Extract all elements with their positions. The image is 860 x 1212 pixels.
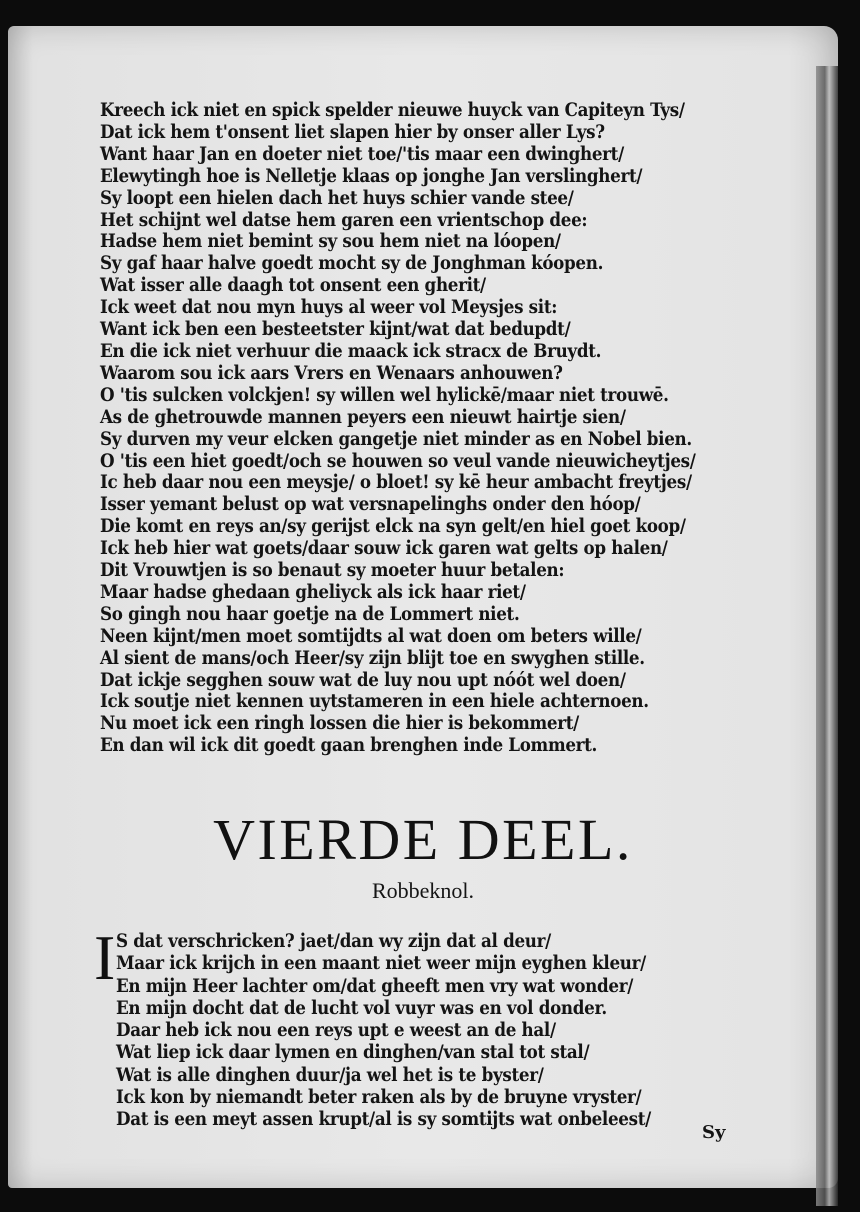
verse-line: Wat liep ick daar lymen en dinghen/van stal tot stal/ [116,1042,590,1064]
verse-line: Sy durven my veur elcken gangetje niet minder as en Nobel bien. [100,428,692,450]
verse-line: Want ick ben een besteetster kijnt/wat dat bedupdt/ [100,319,571,341]
verse-line: Wat isser alle daagh tot onsent een gherit/ [100,275,486,297]
verse-line: Maar hadse ghedaan gheliyck als ick haar riet/ [100,581,526,603]
verse-line: En mijn docht dat de lucht vol vuyr was en vol donder. [116,997,607,1019]
verse-line: Ick heb hier wat goets/daar souw ick garen wat gelts op halen/ [100,538,668,560]
verse-line: Ic heb daar nou een meysje/ o bloet! sy kē heur ambacht freytjes/ [100,472,692,494]
verse-line: Wat is alle dinghen duur/ja wel het is te byster/ [116,1064,544,1086]
verse-line: En mijn Heer lachter om/dat gheeft men vry wat wonder/ [116,975,633,997]
verse-line: Maar ick krijch in een maant niet weer mijn eyghen kleur/ [116,953,646,975]
verse-line: Neen kijnt/men moet somtijdts al wat doen om beters wille/ [100,625,642,647]
verse-line: Al sient de mans/och Heer/sy zijn blijt toe en swyghen stille. [100,647,645,669]
verse-line: Isser yemant belust op wat versnapelinghs onder den hóop/ [100,494,641,516]
verse-line: Want haar Jan en doeter niet toe/'tis maar een dwinghert/ [100,143,624,165]
verse-line: O 'tis sulcken volckjen! sy willen wel hylickē/maar niet trouwē. [100,384,669,406]
verse-line: Elewytingh hoe is Nelletje klaas op jonghe Jan verslinghert/ [100,165,643,187]
verse-line: Het schijnt wel datse hem garen een vrientschop dee: [100,209,588,231]
verse-line: Sy loopt een hielen dach het huys schier vande stee/ [100,187,574,209]
verse-line: Ick soutje niet kennen uytstameren in een hiele achternoen. [100,691,649,713]
verse-line: O 'tis een hiet goedt/och se houwen so veul vande nieuwicheytjes/ [100,450,696,472]
verse-line: So gingh nou haar goetje na de Lommert niet. [100,603,520,625]
verse-line: Ick kon by niemandt beter raken als by de bruyne vryster/ [116,1087,642,1109]
verse-line: Kreech ick niet en spick spelder nieuwe huyck van Capiteyn Tys/ [100,100,685,121]
verse-line: En dan wil ick dit goedt gaan brenghen inde Lommert. [100,735,598,757]
verse-line: Dat ick hem t'onsent liet slapen hier by onser aller Lys? [100,121,605,143]
verse-line: Dat ickje segghen souw wat de luy nou upt nóót wel doen/ [100,669,626,691]
verse-block-1 [100,100,760,757]
speaker-name: Robbeknol. [371,878,475,903]
verse-line: Sy gaf haar halve goedt mocht sy de Jonghman kóopen. [100,253,604,275]
verse-line: As de ghetrouwde mannen peyers een nieuwt hairtje sien/ [100,406,626,428]
catchword: Sy [702,1122,726,1143]
verse-line: Ick weet dat nou myn huys al weer vol Meysjes sit: [100,297,558,319]
verse-line: Hadse hem niet bemint sy sou hem niet na lóopen/ [100,231,561,253]
verse-line: Nu moet ick een ringh lossen die hier is bekommert/ [100,713,579,735]
verse-line: Dit Vrouwtjen is so benaut sy moeter huur betalen: [100,560,565,582]
section-heading: VIERDE DEEL. [213,807,633,872]
verse-block-2 [116,931,756,1132]
page-edge-shadow [816,66,838,1206]
verse-line: Daar heb ick nou een reys upt e weest an de hal/ [116,1020,556,1042]
verse-line: Dat is een meyt assen krupt/al is sy somtijts wat onbeleest/ [116,1109,651,1131]
drop-cap-initial: I [94,922,116,993]
book-page [8,26,838,1188]
verse-line: S dat verschricken? jaet/dan wy zijn dat al deur/ [116,931,551,952]
verse-line: Die komt en reys an/sy gerijst elck na syn gelt/en hiel goet koop/ [100,516,686,538]
verse-line: Waarom sou ick aars Vrers en Wenaars anhouwen? [100,362,563,384]
verse-line: En die ick niet verhuur die maack ick stracx de Bruydt. [100,340,602,362]
